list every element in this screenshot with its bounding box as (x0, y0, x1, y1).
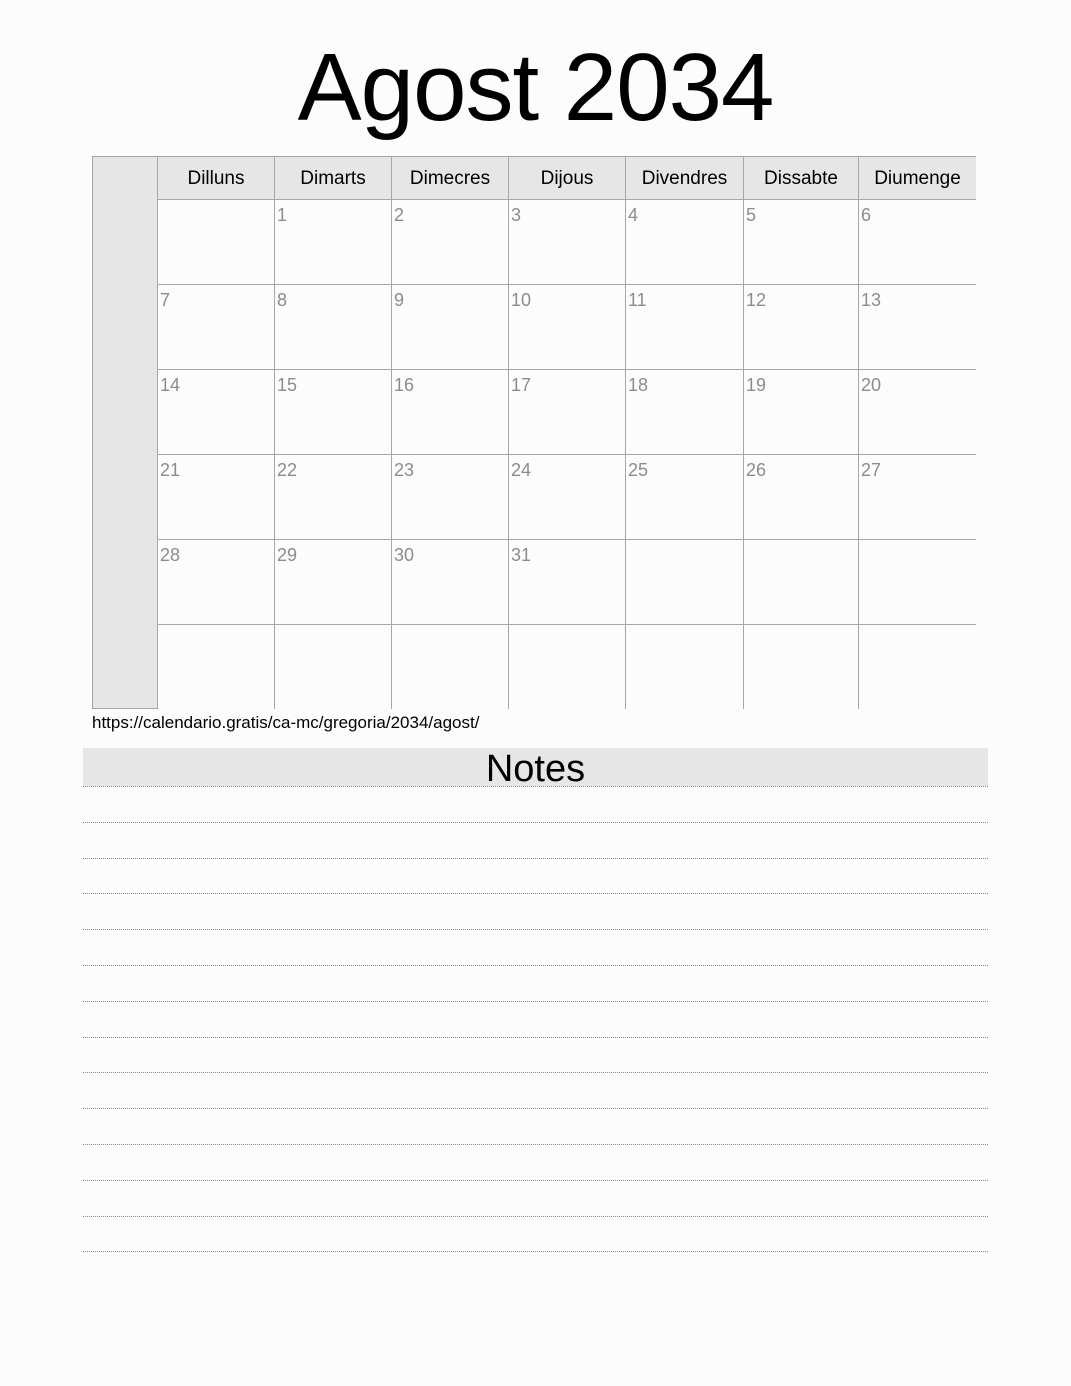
calendar-grid (92, 156, 976, 709)
day-cell (275, 370, 392, 455)
day-cell (859, 285, 976, 370)
day-number: 10 (511, 290, 532, 310)
weekday-header: Dilluns (158, 157, 275, 200)
weekday-header: Diumenge (859, 157, 976, 200)
day-number: 31 (511, 545, 532, 565)
day-cell (744, 200, 859, 285)
day-number: 20 (861, 375, 882, 395)
day-cell (275, 200, 392, 285)
week-number-column (93, 157, 158, 708)
day-number: 13 (861, 290, 882, 310)
day-number: 23 (394, 460, 415, 480)
day-number: 14 (160, 375, 181, 395)
weekday-header: Divendres (626, 157, 744, 200)
note-line (83, 1072, 988, 1073)
day-cell (158, 285, 275, 370)
day-number: 25 (628, 460, 649, 480)
note-line (83, 858, 988, 859)
day-cell (275, 540, 392, 625)
day-cell (744, 285, 859, 370)
day-cell (859, 625, 976, 709)
day-cell (158, 540, 275, 625)
day-number: 5 (746, 205, 757, 225)
day-cell (859, 540, 976, 625)
day-cell (392, 540, 509, 625)
day-number: 21 (160, 460, 181, 480)
day-number: 11 (628, 290, 647, 310)
note-line (83, 786, 988, 787)
weekday-header: Dijous (509, 157, 626, 200)
day-number: 16 (394, 375, 415, 395)
day-number: 8 (277, 290, 288, 310)
day-cell (392, 200, 509, 285)
day-cell (859, 370, 976, 455)
day-cell (744, 370, 859, 455)
day-cell (626, 540, 744, 625)
note-line (83, 893, 988, 894)
day-number: 28 (160, 545, 181, 565)
day-cell (509, 540, 626, 625)
source-url[interactable]: https://calendario.gratis/ca-mc/gregoria/2034/agost/ (92, 713, 480, 732)
day-number: 3 (511, 205, 522, 225)
day-cell (275, 625, 392, 709)
note-line (83, 929, 988, 930)
day-number: 1 (277, 205, 288, 225)
day-number: 29 (277, 545, 298, 565)
day-cell (275, 285, 392, 370)
day-number: 15 (277, 375, 298, 395)
notes-title: Notes (83, 748, 988, 786)
note-line (83, 1037, 988, 1038)
note-line (83, 1108, 988, 1109)
day-cell (626, 200, 744, 285)
day-number: 17 (511, 375, 532, 395)
day-cell (392, 370, 509, 455)
day-cell (392, 625, 509, 709)
day-cell (859, 200, 976, 285)
day-cell (509, 455, 626, 540)
day-number: 30 (394, 545, 415, 565)
day-number: 27 (861, 460, 882, 480)
day-cell (744, 455, 859, 540)
weekday-header: Dimarts (275, 157, 392, 200)
note-line (83, 965, 988, 966)
day-cell (626, 370, 744, 455)
day-cell (392, 285, 509, 370)
note-line (83, 1001, 988, 1002)
day-number: 4 (628, 205, 639, 225)
day-cell (626, 455, 744, 540)
day-cell (509, 370, 626, 455)
day-number: 26 (746, 460, 767, 480)
day-number: 22 (277, 460, 298, 480)
note-line (83, 1251, 988, 1252)
day-cell (859, 455, 976, 540)
day-number: 24 (511, 460, 532, 480)
day-cell (392, 455, 509, 540)
day-cell (509, 200, 626, 285)
day-number: 6 (861, 205, 872, 225)
note-line (83, 1216, 988, 1217)
day-cell (158, 200, 275, 285)
day-number: 19 (746, 375, 767, 395)
day-cell (158, 370, 275, 455)
day-number: 9 (394, 290, 405, 310)
day-cell (509, 285, 626, 370)
day-cell (158, 625, 275, 709)
day-cell (509, 625, 626, 709)
day-cell (626, 285, 744, 370)
day-cell (744, 625, 859, 709)
day-number: 18 (628, 375, 649, 395)
day-cell (744, 540, 859, 625)
day-cell (275, 455, 392, 540)
weekday-header: Dissabte (744, 157, 859, 200)
weekday-header: Dimecres (392, 157, 509, 200)
day-number: 12 (746, 290, 767, 310)
day-number: 2 (394, 205, 405, 225)
page-title: Agost 2034 (297, 34, 774, 141)
day-cell (626, 625, 744, 709)
note-line (83, 822, 988, 823)
day-cell (158, 455, 275, 540)
note-line (83, 1144, 988, 1145)
note-line (83, 1180, 988, 1181)
day-number: 7 (160, 290, 171, 310)
